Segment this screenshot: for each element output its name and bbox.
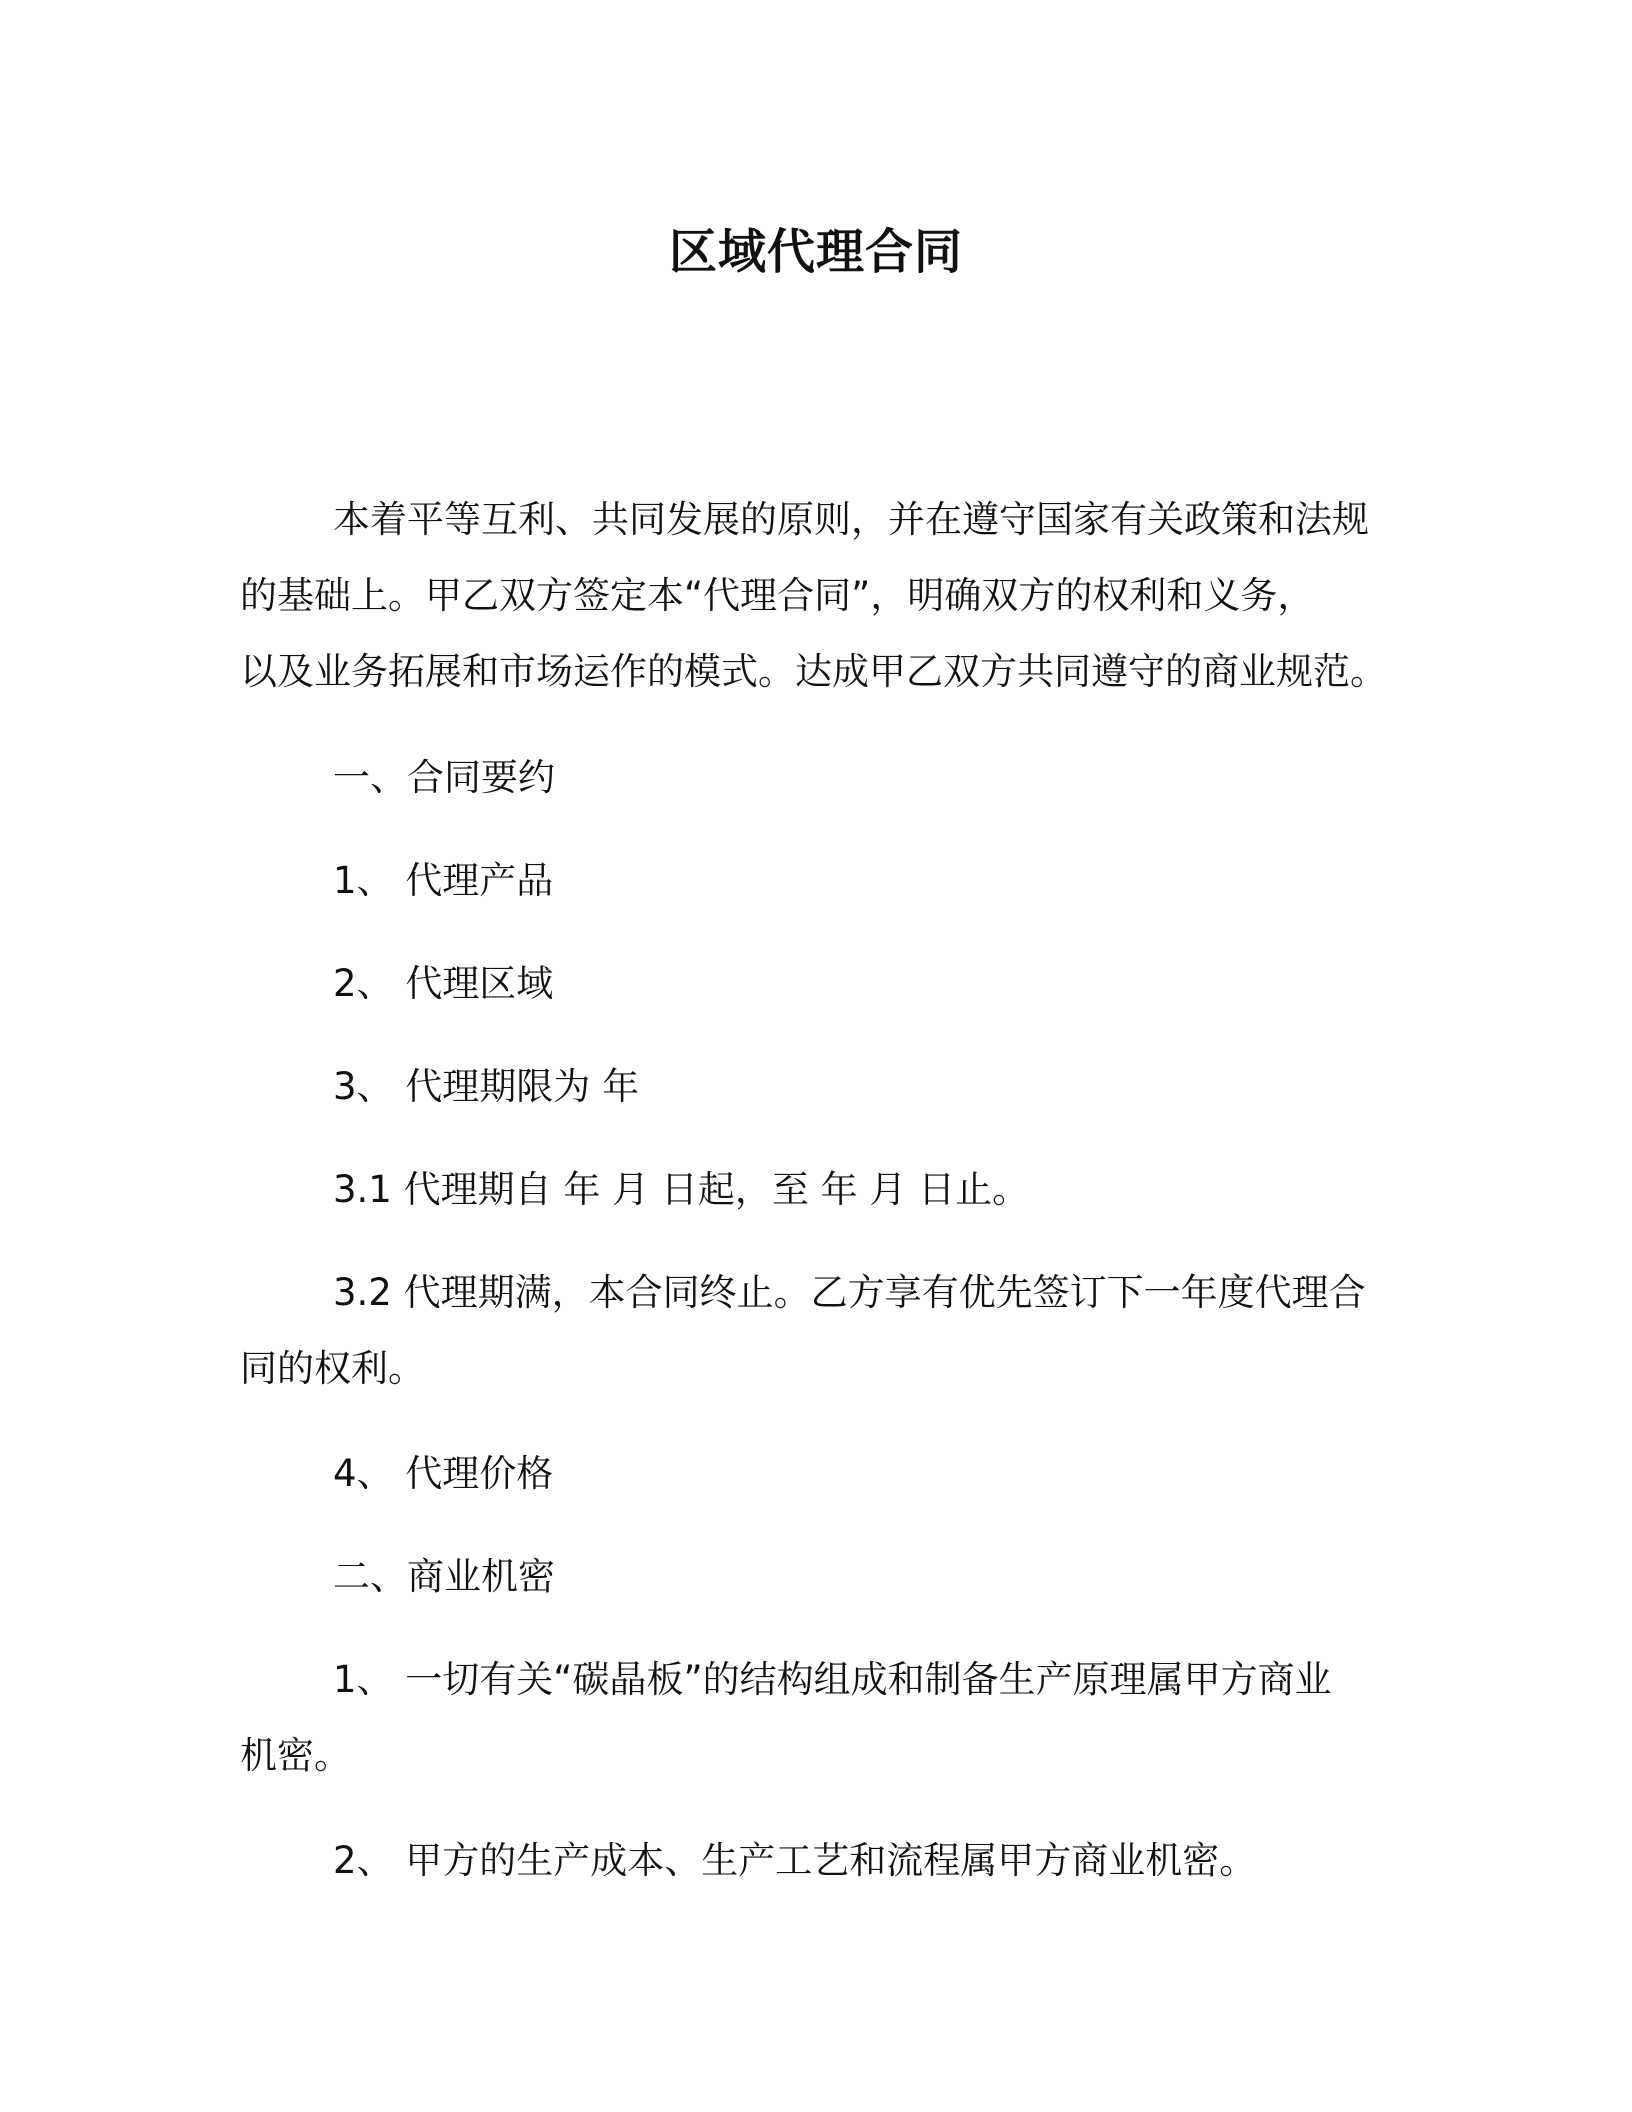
intro-line-3: 以及业务拓展和市场运作的模式。达成甲乙双方共同遵守的商业规范。 [240,650,1387,693]
section1-item-3-2-line-2: 同的权利。 [240,1347,425,1390]
section1-item-4 [240,1436,1390,1512]
section2-item-2-text: 2、 甲方的生产成本、生产工艺和流程属甲方商业机密。 [333,1839,1257,1882]
section1-item-3-1-text: 3.1 代理期自 年 月 日起，至 年 月 日止。 [333,1168,1030,1211]
section2-heading [240,1539,1390,1615]
section1-item-3 [240,1049,1390,1125]
section1-item-1-text: 1、 代理产品 [333,859,554,902]
intro-paragraph [240,482,1390,710]
document-title: 区域代理合同 [668,224,963,280]
section1-item-3-1 [240,1152,1390,1228]
section1-item-4-text: 4、 代理价格 [333,1452,554,1495]
section1-item-1 [240,843,1390,919]
section1-item-2-text: 2、 代理区域 [333,962,554,1005]
section1-item-3-2 [240,1255,1390,1407]
section2-item-1-line-1: 1、 一切有关“碳晶板”的结构组成和制备生产原理属甲方商业 [333,1658,1332,1701]
section2-item-1 [240,1642,1390,1794]
section2-item-2 [240,1823,1390,1899]
section1-item-3-2-line-1: 3.2 代理期满，本合同终止。乙方享有优先签订下一年度代理合 [333,1271,1366,1314]
section1-heading [240,740,1390,816]
section1-item-2 [240,946,1390,1022]
section2-item-1-line-2: 机密。 [240,1734,351,1777]
section1-heading-text: 一、合同要约 [333,756,555,799]
intro-line-1: 本着平等互利、共同发展的原则，并在遵守国家有关政策和法规 [333,498,1369,541]
section1-item-3-text: 3、 代理期限为 年 [333,1065,640,1108]
intro-line-2: 的基础上。甲乙双方签定本“代理合同”，明确双方的权利和义务， [240,574,1315,617]
section2-heading-text: 二、商业机密 [333,1555,555,1598]
